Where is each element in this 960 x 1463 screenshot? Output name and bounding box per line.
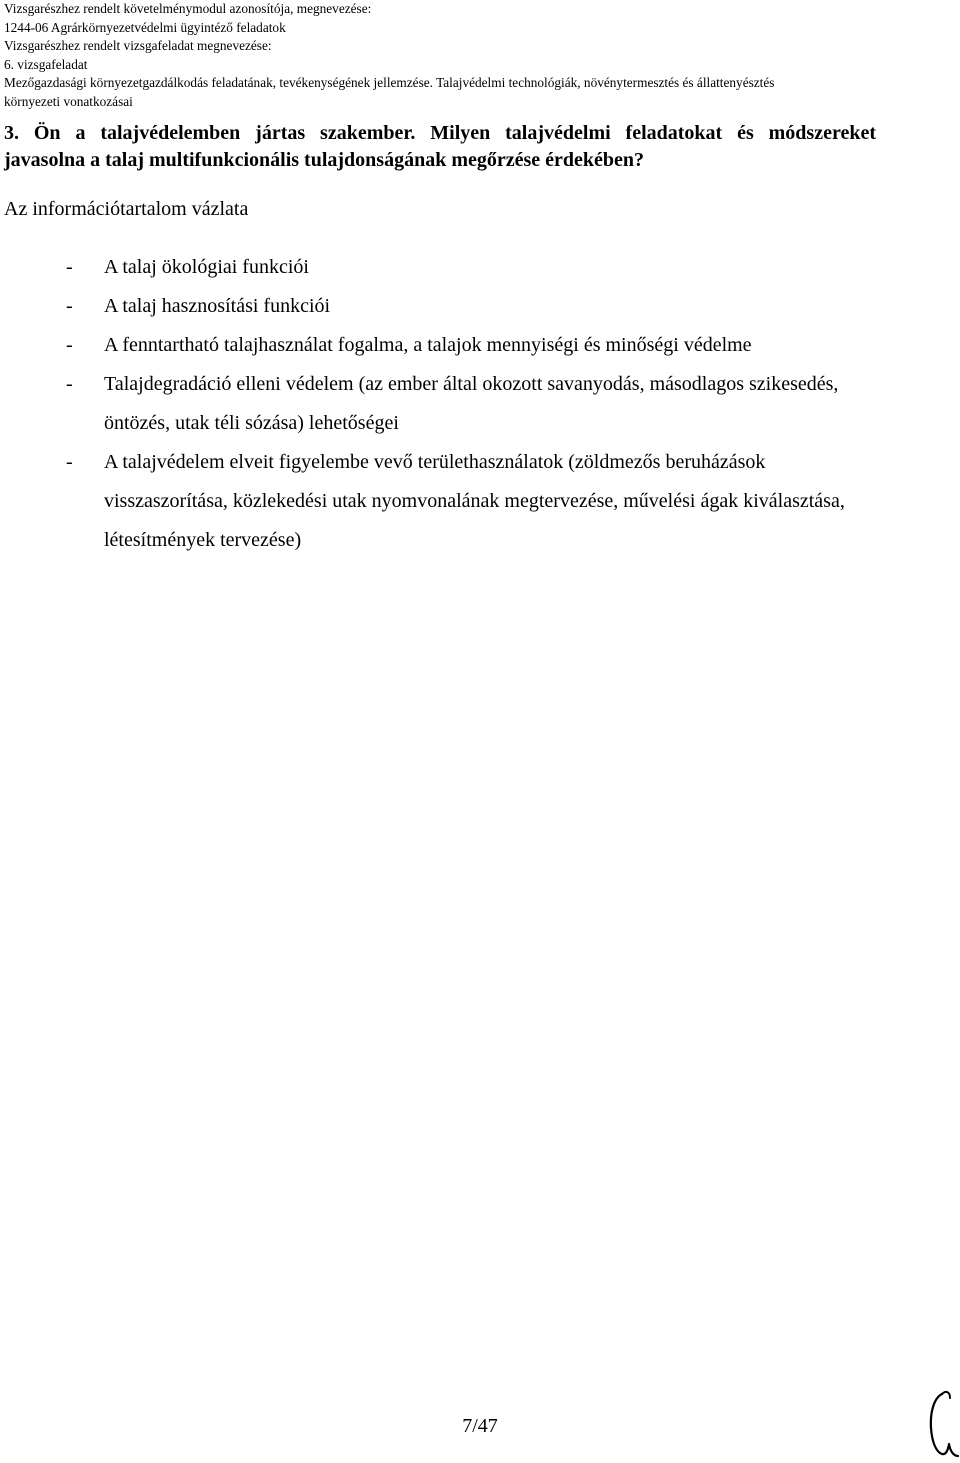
outline-item [66,248,866,287]
outline-item [66,287,866,326]
outline-item-text: A talaj ökológiai funkciói [104,256,309,278]
question-line-1: 3. Ön a talajvédelemben jártas szakember. Milyen talajvédelmi feladatokat és módszereket [4,122,876,144]
exam-question [4,120,876,174]
header-line-module-label: Vizsgarészhez rendelt követelménymodul azonosítója, megnevezése: [4,1,372,16]
bullet-dash: - [66,256,73,278]
signature-mark [920,1388,960,1460]
header-line-task-number: 6. vizsgafeladat [4,56,88,72]
bullet-dash: - [66,451,73,473]
document-header [4,0,954,111]
header-line-task-title-cont: környezeti vonatkozásai [4,93,133,109]
bullet-dash: - [66,334,73,356]
outline-title: Az információtartalom vázlata [4,198,249,220]
bullet-dash: - [66,373,73,395]
bullet-dash: - [66,295,73,317]
header-line-task-title: Mezőgazdasági környezetgazdálkodás feladatának, tevékenységének jellemzése. Talajvédelmi technológiák, növénytermesztés és állattenyésztés [4,75,775,90]
outline-item-text: A talajvédelem elveit figyelembe vevő területhasználatok (zöldmezős beruházások visszaszorítása, közlekedési utak nyomvonalának megtervezése, művelési ágak kiválasztása, létesítmények tervezése) [104,451,845,551]
header-line-task-label: Vizsgarészhez rendelt vizsgafeladat megnevezése: [4,38,272,53]
outline-item [66,443,866,560]
outline-list [66,248,866,560]
question-line-2: javasolna a talaj multifunkcionális tulajdonságának megőrzése érdekében? [4,149,645,171]
outline-item-text: A fenntartható talajhasználat fogalma, a talajok mennyiségi és minőségi védelme [104,334,752,356]
header-line-module-name: 1244-06 Agrárkörnyezetvédelmi ügyintéző feladatok [4,19,286,35]
outline-item [66,365,866,443]
outline-item-text: A talaj hasznosítási funkciói [104,295,331,317]
outline-item-text: Talajdegradáció elleni védelem (az ember által okozott savanyodás, másodlagos szikesedés, öntözés, utak téli sózása) lehetőségei [104,373,839,434]
page-number: 7/47 [462,1415,498,1437]
outline-item [66,326,866,365]
